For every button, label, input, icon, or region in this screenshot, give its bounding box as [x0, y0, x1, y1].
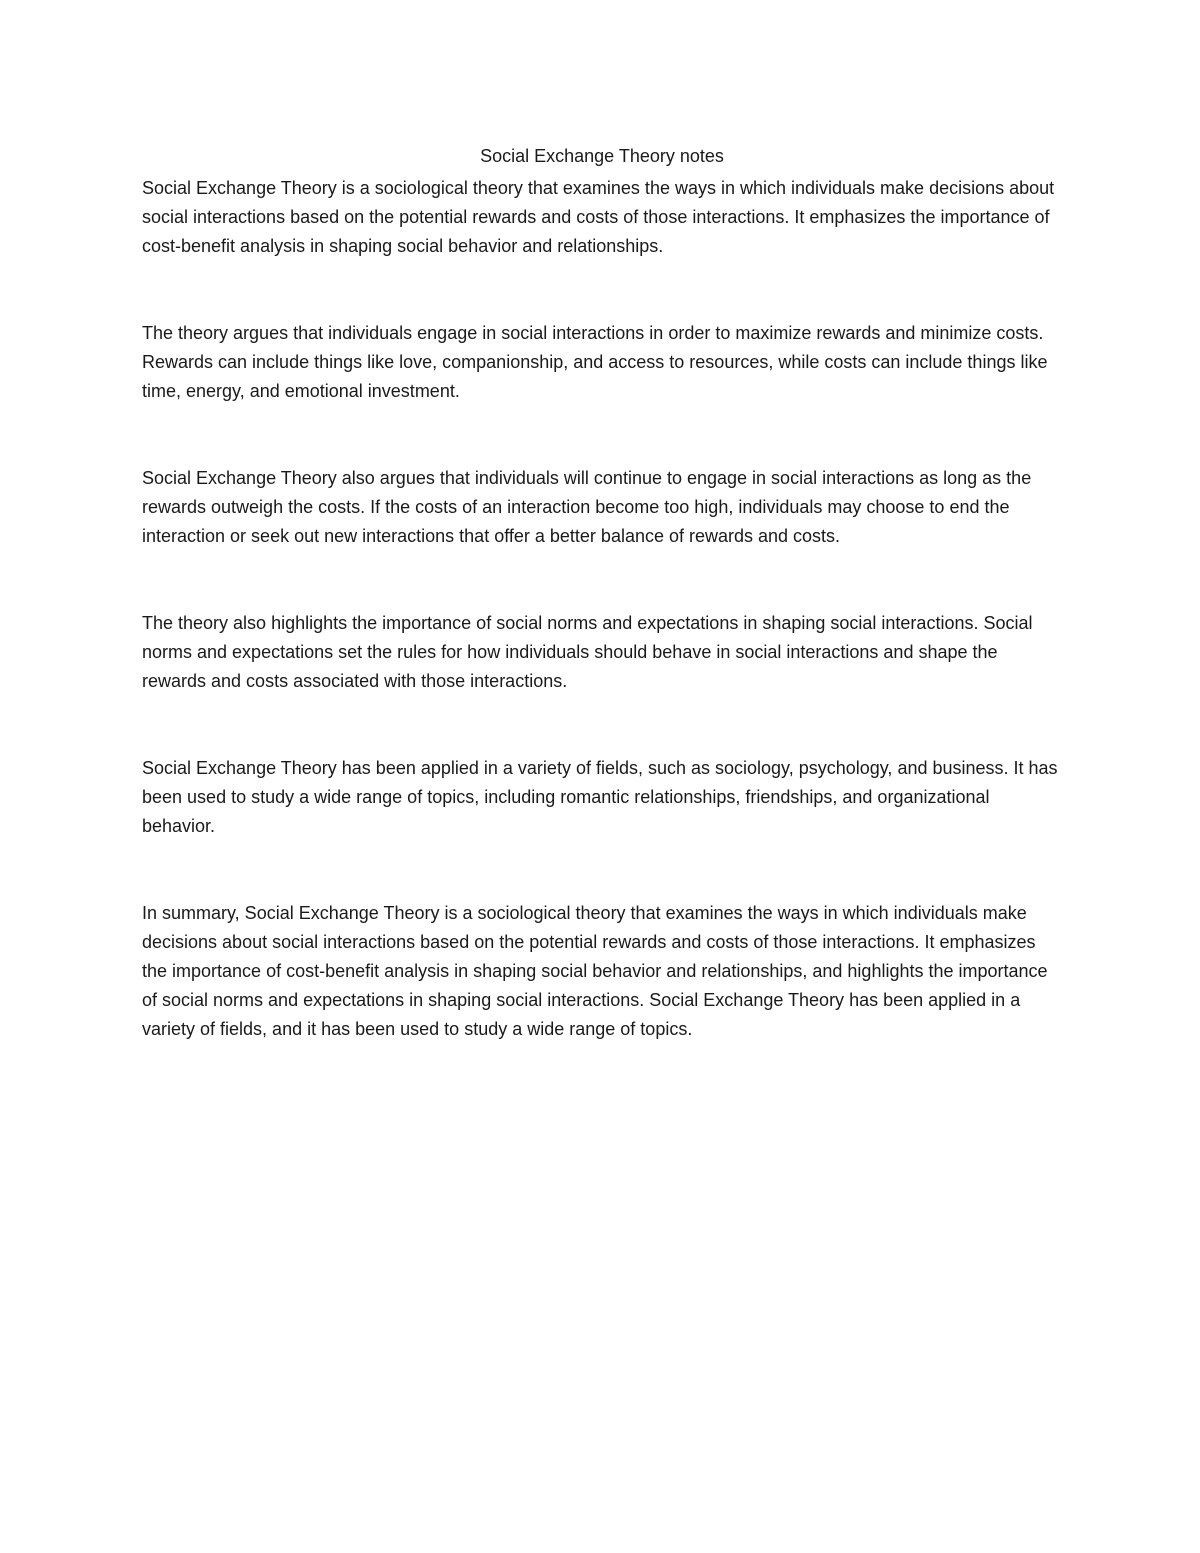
paragraph-summary: In summary, Social Exchange Theory is a sociological theory that examines the ways in which individuals make decisions about social interactions based on the potential rewards and costs of those interactions. It emphasizes the importance of cost-benefit analysis in shaping social behavior and relationships, and highlights the importance of social norms and expectations in shaping social interactions. Social Exchange Theory has been applied in a variety of fields, and it has been used to study a wide range of topics.	[142, 903, 1048, 1039]
paragraph-definition: Social Exchange Theory is a sociological theory that examines the ways in which individuals make decisions about social interactions based on the potential rewards and costs of those interactions. It emphasizes the importance of cost-benefit analysis in shaping social behavior and relationships.	[142, 178, 1055, 256]
paragraph-applications: Social Exchange Theory has been applied in a variety of fields, such as sociology, psychology, and business. It has been used to study a wide range of topics, including romantic relationships, friendships, and organizational behavior.	[142, 758, 1058, 836]
document-body	[142, 142, 1062, 1044]
document-title: Social Exchange Theory notes	[480, 146, 724, 166]
paragraph-rewards-costs: The theory argues that individuals engage in social interactions in order to maximize rewards and minimize costs. Rewards can include things like love, companionship, and access to resources, while costs can include things like time, energy, and emotional investment.	[142, 323, 1048, 401]
paragraph-social-norms: The theory also highlights the importance of social norms and expectations in shaping social interactions. Social norms and expectations set the rules for how individuals should behave in social interactions and shape the rewards and costs associated with those interactions.	[142, 613, 1033, 691]
paragraph-continuation: Social Exchange Theory also argues that individuals will continue to engage in social interactions as long as the rewards outweigh the costs. If the costs of an interaction become too high, individuals may choose to end the interaction or seek out new interactions that offer a better balance of rewards and costs.	[142, 468, 1032, 546]
